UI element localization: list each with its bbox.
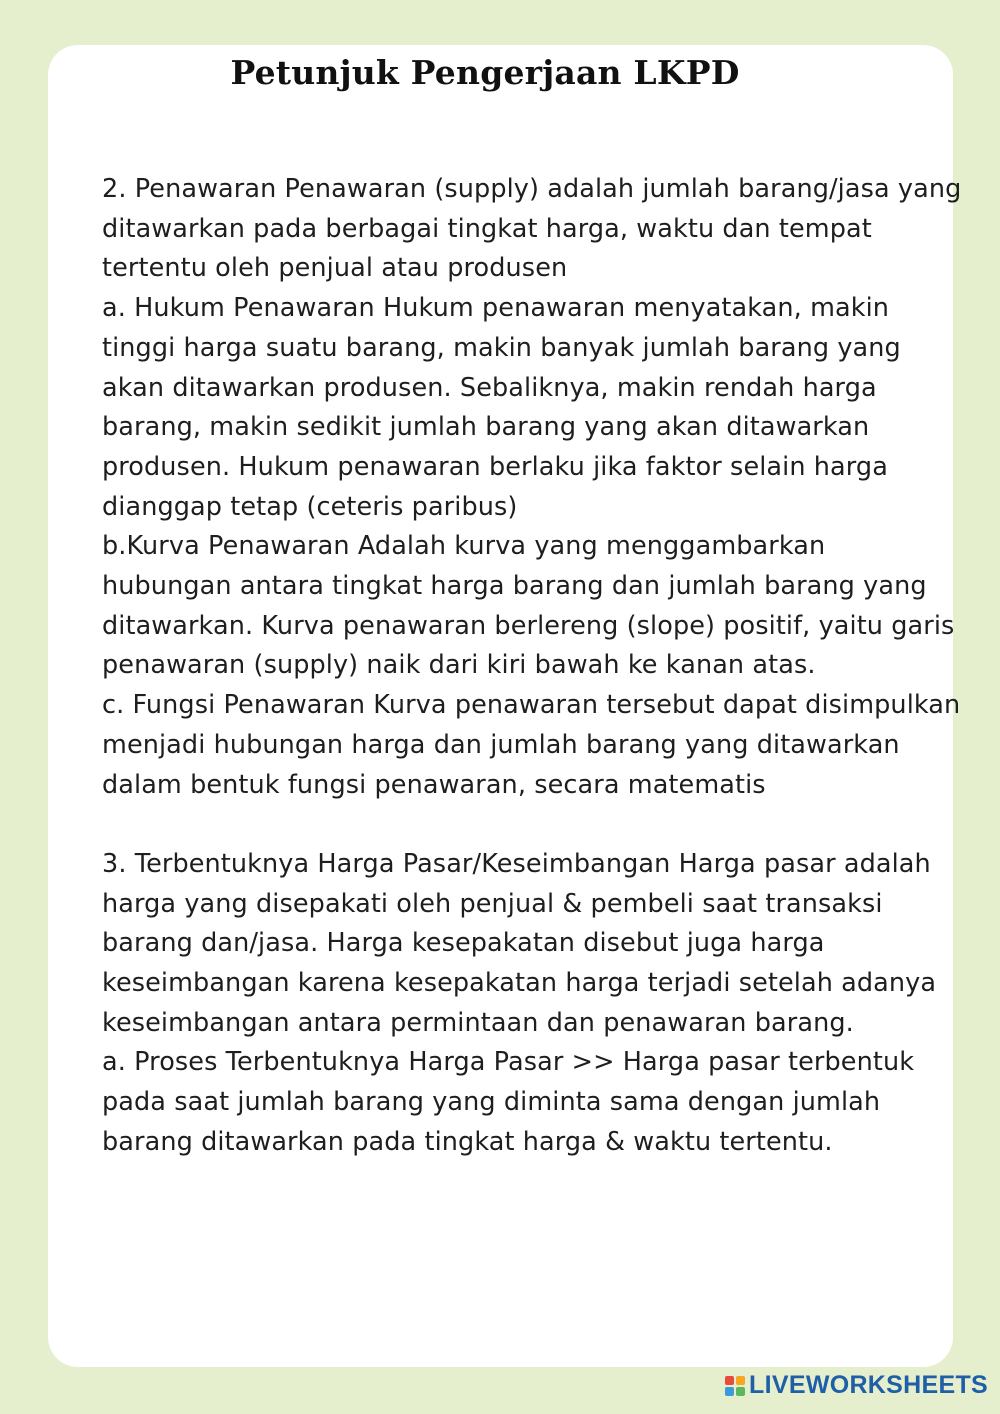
paragraph-market-price-process: a. Proses Terbentuknya Harga Pasar >> Harga pasar terbentuk pada saat jumlah barang yang diminta sama dengan jumlah barang ditawarkan pada tingkat harga & waktu tertentu.	[102, 1047, 915, 1157]
liveworksheets-logo-icon	[725, 1376, 745, 1396]
paragraph-law-of-supply: a. Hukum Penawaran Hukum penawaran menyatakan, makin tinggi harga suatu barang, makin banyak jumlah barang yang akan ditawarkan produsen. Sebaliknya, makin rendah harga barang, makin sedikit jumlah barang yang akan ditawarkan produsen. Hukum penawaran berlaku jika faktor selain harga dianggap tetap (ceteris paribus)	[102, 293, 901, 522]
paragraph-supply-curve: b.Kurva Penawaran Adalah kurva yang menggambarkan hubungan antara tingkat harga barang dan jumlah barang yang ditawarkan. Kurva penawaran berlereng (slope) positif, yaitu garis penawaran (supply) naik dari kiri bawah ke kanan atas.	[102, 531, 955, 681]
paragraph-supply-function: c. Fungsi Penawaran Kurva penawaran tersebut dapat disimpulkan menjadi hubungan harga dan jumlah barang yang ditawarkan dalam bentuk fungsi penawaran, secara matematis	[102, 690, 961, 800]
paragraph-market-price: 3. Terbentuknya Harga Pasar/Keseimbangan Harga pasar adalah harga yang disepakati oleh penjual & pembeli saat transaksi barang dan/jasa. Harga kesepakatan disebut juga harga keseimbangan karena kesepakatan harga terjadi setelah adanya keseimbangan antara permintaan dan penawaran barang.	[102, 848, 937, 1038]
liveworksheets-logo	[725, 1371, 988, 1400]
page-title: Petunjuk Pengerjaan LKPD	[230, 53, 740, 92]
logo-text: LIVEWORKSHEETS	[749, 1371, 988, 1399]
instructions-body	[102, 170, 962, 1163]
paragraph-supply-definition: 2. Penawaran Penawaran (supply) adalah jumlah barang/jasa yang ditawarkan pada berbagai tingkat harga, waktu dan tempat tertentu oleh penjual atau produsen	[102, 174, 962, 284]
section-spacer	[102, 805, 962, 845]
